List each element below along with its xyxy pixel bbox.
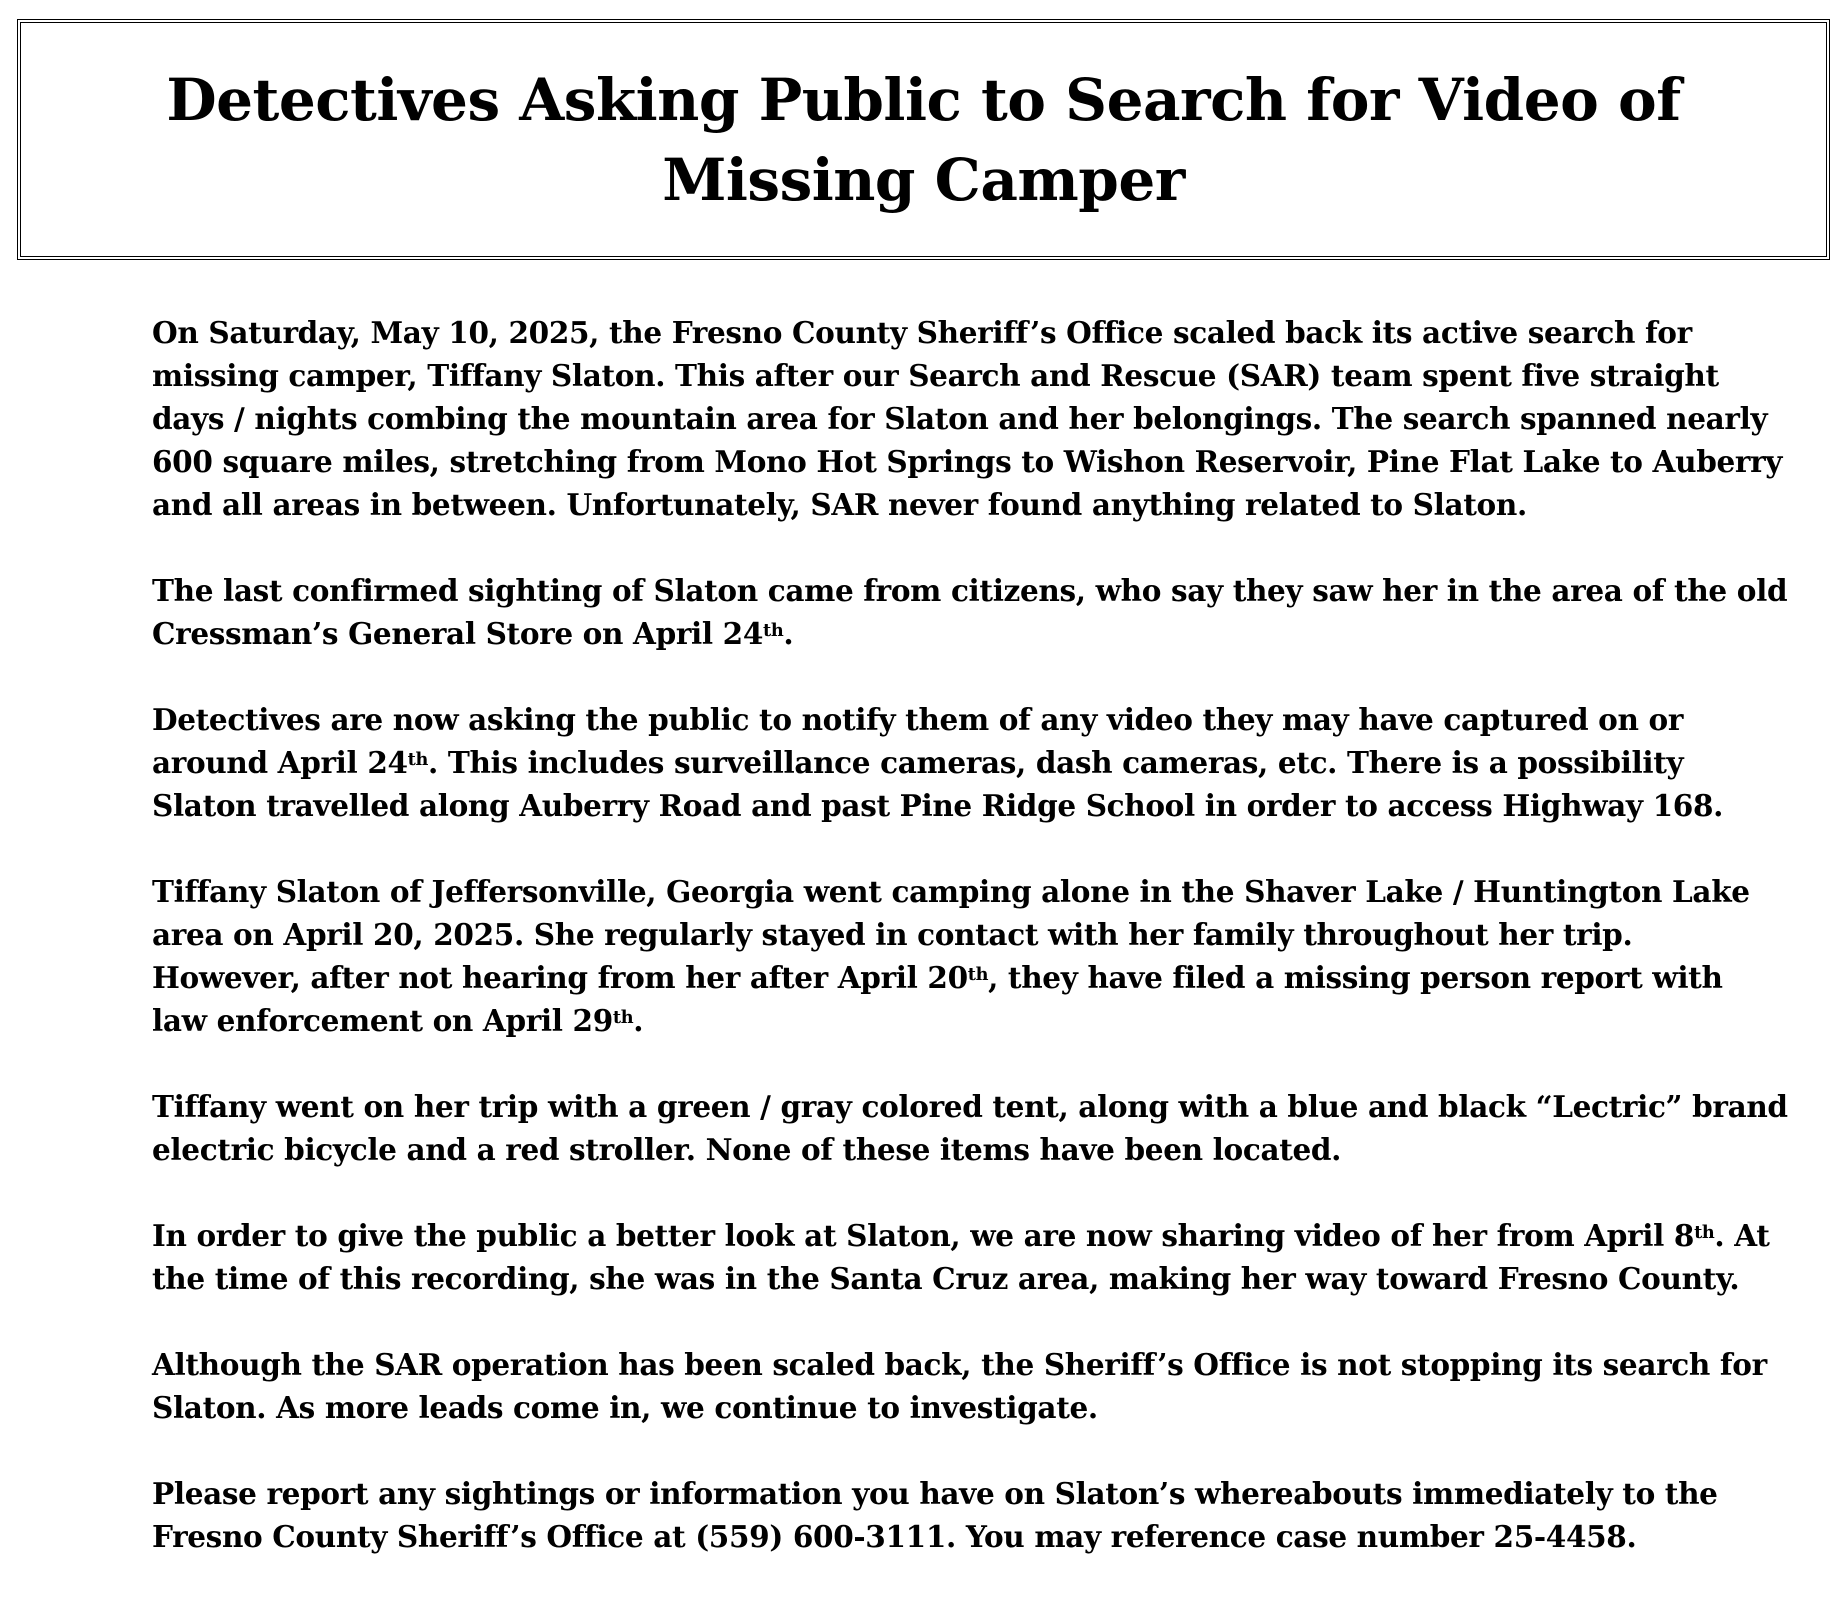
- text-segment: .: [783, 616, 794, 651]
- text-segment: Cressman’s General Store on April 24: [152, 616, 764, 651]
- paragraph-contact: [152, 1472, 1836, 1558]
- paragraph-background: [152, 870, 1836, 1042]
- text-line: Tiffany Slaton of Jeffersonville, Georgia went camping alone in the Shaver Lake / Huntington Lake: [152, 874, 1750, 909]
- text-line: and all areas in between. Unfortunately, SAR never found anything related to Slaton.: [152, 487, 1527, 522]
- text-line: The last confirmed sighting of Slaton came from citizens, who say they saw her in the area of the old: [152, 573, 1788, 608]
- text-line: [152, 612, 1836, 655]
- text-line: Slaton travelled along Auberry Road and past Pine Ridge School in order to access Highway 168.: [152, 788, 1724, 823]
- text-line: On Saturday, May 10, 2025, the Fresno County Sheriff’s Office scaled back its active search for: [152, 315, 1692, 350]
- ordinal-suffix: th: [967, 964, 989, 986]
- text-line: [152, 741, 1836, 784]
- title-box: [17, 19, 1830, 260]
- text-line: Tiffany went on her trip with a green / gray colored tent, along with a blue and black “Lectric” brand: [152, 1089, 1788, 1124]
- text-segment: .: [633, 1003, 644, 1038]
- text-segment: In order to give the public a better look at Slaton, we are now sharing video of her from April 8: [152, 1218, 1695, 1253]
- text-line: [152, 1214, 1836, 1257]
- text-line: missing camper, Tiffany Slaton. This after our Search and Rescue (SAR) team spent five straight: [152, 358, 1719, 393]
- text-line: Slaton. As more leads come in, we continue to investigate.: [152, 1390, 1098, 1425]
- text-segment: . At: [1714, 1218, 1770, 1253]
- text-line: days / nights combing the mountain area for Slaton and her belongings. The search spanned nearly: [152, 401, 1768, 436]
- text-line: area on April 20, 2025. She regularly stayed in contact with her family throughout her trip.: [152, 917, 1633, 952]
- press-release-body: [152, 311, 1836, 1601]
- text-segment: . This includes surveillance cameras, dash cameras, etc. There is a possibility: [428, 745, 1684, 780]
- text-segment: However, after not hearing from her after April 20: [152, 960, 968, 995]
- paragraph-investigation-continues: [152, 1343, 1836, 1429]
- text-line: electric bicycle and a red stroller. None of these items have been located.: [152, 1132, 1342, 1167]
- paragraph-last-sighting: [152, 569, 1836, 655]
- paragraph-video-release: [152, 1214, 1836, 1300]
- text-line: Detectives are now asking the public to notify them of any video they may have captured on or: [152, 702, 1684, 737]
- text-line: [152, 999, 1836, 1042]
- ordinal-suffix: th: [612, 1007, 634, 1029]
- ordinal-suffix: th: [763, 620, 784, 642]
- paragraph-belongings: [152, 1085, 1836, 1171]
- text-line: Although the SAR operation has been scaled back, the Sheriff’s Office is not stopping its search for: [152, 1347, 1767, 1382]
- paragraph-video-request: [152, 698, 1836, 827]
- page-title: Detectives Asking Public to Search for Video of Missing Camper: [166, 65, 1681, 214]
- text-segment: law enforcement on April 29: [152, 1003, 613, 1038]
- paragraph-search-scaled-back: [152, 311, 1836, 526]
- text-line: the time of this recording, she was in the Santa Cruz area, making her way toward Fresno County.: [152, 1261, 1740, 1296]
- text-segment: , they have filed a missing person report with: [988, 960, 1723, 995]
- text-line: Fresno County Sheriff’s Office at (559) 600-3111. You may reference case number 25-4458.: [152, 1519, 1637, 1554]
- text-line: 600 square miles, stretching from Mono Hot Springs to Wishon Reservoir, Pine Flat Lake to Auberry: [152, 444, 1783, 479]
- text-segment: around April 24: [152, 745, 408, 780]
- text-line: [152, 956, 1836, 999]
- text-line: Please report any sightings or information you have on Slaton’s whereabouts immediately to the: [152, 1476, 1718, 1511]
- ordinal-suffix: th: [407, 749, 429, 771]
- ordinal-suffix: th: [1694, 1222, 1715, 1244]
